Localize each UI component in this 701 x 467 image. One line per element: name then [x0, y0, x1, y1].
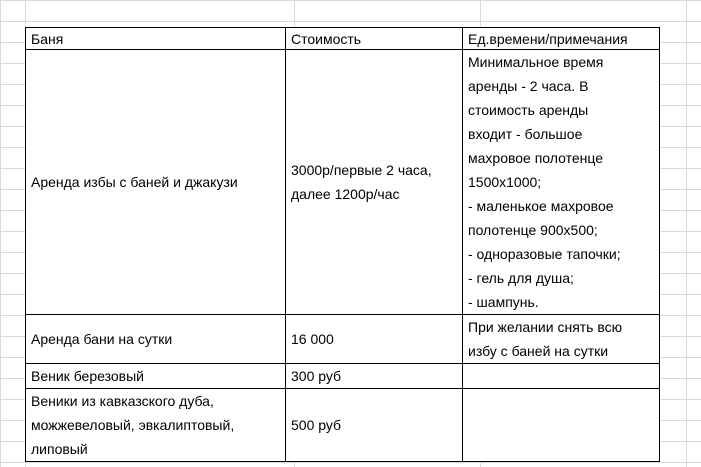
table-row	[26, 364, 660, 389]
header-cell-bath[interactable]: Баня	[26, 28, 286, 50]
cell-price[interactable]: 3000р/первые 2 часа, далее 1200р/час	[286, 50, 463, 315]
cell-notes[interactable]: При желании снять всю избу с баней на сутки	[463, 315, 660, 364]
header-row	[26, 28, 660, 50]
cell-name[interactable]: Веники из кавказского дуба, можжевеловый, эвкалиптовый, липовый	[26, 389, 286, 462]
table-row	[26, 50, 660, 315]
cell-name[interactable]: Аренда бани на сутки	[26, 315, 286, 364]
cell-notes[interactable]	[463, 389, 660, 462]
cell-notes[interactable]	[463, 364, 660, 389]
header-cell-notes[interactable]: Ед.времени/примечания	[463, 28, 660, 50]
cell-notes[interactable]: Минимальное время аренды - 2 часа. В стоимость аренды входит - большое махровое полотенце 1500х1000; - маленькое махровое полотенце 900х500; - одноразовые тапочки; - гель для душа; - шампунь.	[463, 50, 660, 315]
grid-column-line	[686, 0, 687, 467]
cell-name[interactable]: Веник березовый	[26, 364, 286, 389]
cell-price[interactable]: 16 000	[286, 315, 463, 364]
table-row	[26, 389, 660, 462]
header-cell-price[interactable]: Стоимость	[286, 28, 463, 50]
cell-name[interactable]: Аренда избы с баней и джакузи	[26, 50, 286, 315]
table-row	[26, 315, 660, 364]
price-table	[25, 27, 660, 462]
cell-price[interactable]: 500 руб	[286, 389, 463, 462]
cell-price[interactable]: 300 руб	[286, 364, 463, 389]
